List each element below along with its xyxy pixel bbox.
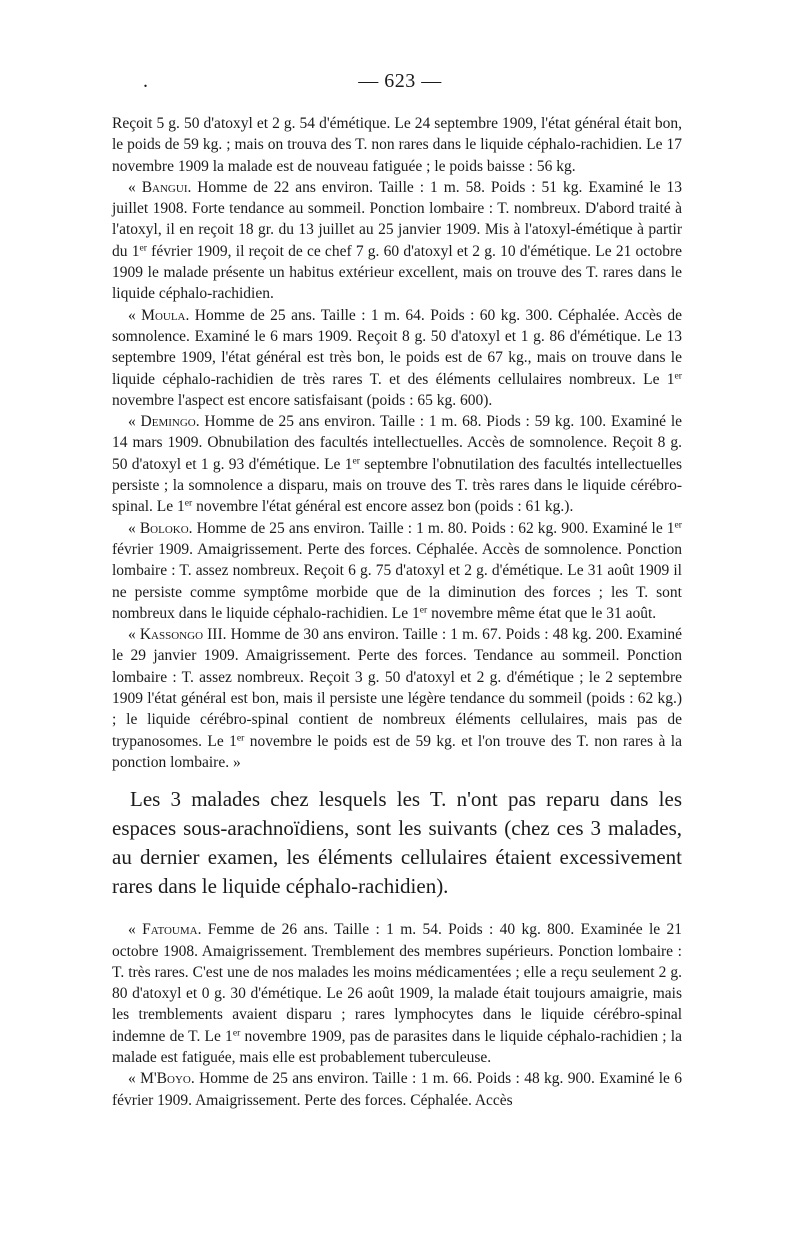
- text-run: février 1909. Amaigrissement. Perte des forces. Céphalée. Accès de somnolence. Ponction lombaire : T. assez nombreux. Reçoit 6 g. 75 d'atoxyl et 2 g. d'émétique. Le 31 août 1909 il ne persiste comme symptôme morbide que de la diminution des forces ; les T. sont nombreux dans le liquide céphalo-rachidien. Le 1: [112, 540, 682, 622]
- paragraph-intro: [112, 113, 682, 177]
- text-run: «: [128, 306, 142, 324]
- text-run: novembre l'aspect est encore satisfaisant (poids : 65 kg. 600).: [112, 391, 493, 409]
- case-notes-bottom: [112, 919, 682, 1111]
- paragraph-mboyo: [112, 1068, 682, 1111]
- text-run: «: [128, 1070, 141, 1088]
- text-run: . Homme de 25 ans. Taille : 1 m. 64. Poids : 60 kg. 300. Céphalée. Accès de somnolence. Examiné le 6 mars 1909. Reçoit 8 g. 50 d'atoxyl et 1 g. 86 d'émétique. Le 13 septembre 1909, l'état général est très bon, le poids est de 67 kg., mais on trouve dans le liquide céphalo-rachidien de très rares T. et des éléments cellulaires nombreux. Le 1: [112, 306, 683, 388]
- text-run: février 1909, il reçoit de ce chef 7 g. 60 d'atoxyl et 2 g. 10 d'émétique. Le 21 octobre 1909 le malade présente un habitus extérieur excellent, mais on trouve des T. rares dans le liquide céphalo-rachidien.: [112, 242, 683, 303]
- patient-name: Moula: [141, 306, 186, 324]
- text-run: «: [128, 178, 142, 196]
- text-run: Reçoit 5 g. 50 d'atoxyl et 2 g. 54 d'émétique. Le 24 septembre 1909, l'état général était bon, le poids de 59 kg. ; mais on trouva des T. non rares dans le liquide céphalo-rachidien. Le 17 novembre 1909 la malade est de nouveau fatiguée ; le poids baisse : 56 kg.: [112, 115, 682, 175]
- ordinal-superscript: er: [674, 370, 682, 382]
- ordinal-superscript: er: [419, 604, 428, 616]
- text-run: . Homme de 25 ans environ. Taille : 1 m. 80. Poids : 62 kg. 900. Examiné le 1: [188, 519, 675, 537]
- text-run: «: [128, 519, 140, 537]
- page-header: [0, 70, 800, 93]
- summary-paragraph: Les 3 malades chez lesquels les T. n'ont pas reparu dans les espaces sous-arachnoïdiens, sont les suivants (chez ces 3 malades, au dernier examen, les éléments cellulaires étaient excessivement rares dans le liquide céphalo-rachidien).: [112, 787, 682, 899]
- header-bullet: .: [143, 70, 149, 92]
- case-notes-top: [112, 113, 682, 773]
- paragraph-kassongo: [112, 624, 682, 773]
- patient-name: Bangui: [141, 178, 188, 196]
- text-run: novembre même état que le 31 août.: [427, 604, 657, 622]
- patient-name: Fatouma: [142, 921, 198, 939]
- ordinal-superscript: er: [236, 732, 245, 744]
- ordinal-superscript: er: [232, 1027, 241, 1039]
- ordinal-superscript: er: [184, 498, 193, 510]
- text-run: septembre l'obnutilation des facultés intellectuelles persiste ; la somnolence a disparu, mais on trouve des T. très rares dans le liquide cérébro-spinal. Le 1: [112, 455, 682, 516]
- text-run: novembre le poids est de 59 kg. et l'on trouve des T. non rares à la ponction lombaire. »: [112, 732, 682, 771]
- paragraph-demingo: [112, 411, 682, 517]
- ordinal-superscript: er: [139, 242, 147, 254]
- patient-name: M'Boyo: [140, 1070, 191, 1088]
- text-run: . Homme de 25 ans environ. Taille : 1 m. 68. Piods : 59 kg. 100. Examiné le 14 mars 1909. Obnubilation des facultés intellectuelles. Accès de somnolence. Reçoit 8 g. 50 d'atoxyl et 1 g. 93 d'émétique. Le 1: [112, 413, 682, 473]
- text-run: novembre l'état général est encore assez bon (poids : 61 kg.).: [192, 498, 574, 516]
- body-text: [112, 113, 682, 1111]
- text-run: . Femme de 26 ans. Taille : 1 m. 54. Poids : 40 kg. 800. Examinée le 21 octobre 1908. Amaigrissement. Tremblement des membres supérieurs. Ponction lombaire : T. très rares. C'est une de nos malades les moins médicamentées ; elle a reçu seulement 2 g. 80 d'atoxyl et 0 g. 30 d'émétique. Le 26 août 1909, la malade était toujours amaigrie, mais les tremblements avaient disparu ; rares lymphocytes dans le liquide cérébro-spinal indemne de T. Le 1: [112, 921, 682, 1045]
- patient-name: Boloko: [139, 519, 189, 537]
- text-run: . Homme de 22 ans environ. Taille : 1 m. 58. Poids : 51 kg. Examiné le 13 juillet 1908. Forte tendance au sommeil. Ponction lombaire : T. nombreux. D'abord traité à l'atoxyl, il en reçoit 18 gr. du 13 juillet au 25 janvier 1909. Mis à l'atoxyl-émétique à partir du 1: [112, 178, 683, 260]
- ordinal-superscript: er: [352, 455, 360, 467]
- paragraph-bangui: [112, 177, 682, 305]
- patient-name: Kassongo: [139, 626, 204, 644]
- paragraph-boloko: [112, 518, 682, 624]
- text-run: . Homme de 25 ans environ. Taille : 1 m. 66. Poids : 48 kg. 900. Examiné le 6 février 1909. Amaigrissement. Perte des forces. Céphalée. Accès: [112, 1070, 683, 1109]
- paragraph-fatouma: [112, 919, 682, 1068]
- text-run: «: [128, 626, 140, 644]
- ordinal-superscript: er: [674, 519, 682, 531]
- page-number: — 623 —: [358, 70, 442, 92]
- text-run: «: [128, 921, 143, 939]
- text-run: novembre 1909, pas de parasites dans le liquide céphalo-rachidien ; la malade est fatiguée, mais elle est probablement tuberculeuse.: [112, 1027, 682, 1066]
- text-run: III. Homme de 30 ans environ. Taille : 1 m. 67. Poids : 48 kg. 200. Examiné le 29 janvier 1909. Amaigrissement. Perte des forces. Tendance au sommeil. Ponction lombaire : T. assez nombreux. Reçoit 3 g. 50 d'atoxyl et 2 g. d'émétique ; le 2 septembre 1909 l'état général est bon, mais il persiste une légère tendance du sommeil (poids : 62 kg.) ; le liquide cérébro-spinal contient de nombreux éléments cellulaires, mais pas de trypanosomes. Le 1: [112, 626, 683, 750]
- text-run: «: [128, 413, 141, 431]
- patient-name: Demingo: [140, 413, 196, 431]
- paragraph-moula: [112, 305, 682, 411]
